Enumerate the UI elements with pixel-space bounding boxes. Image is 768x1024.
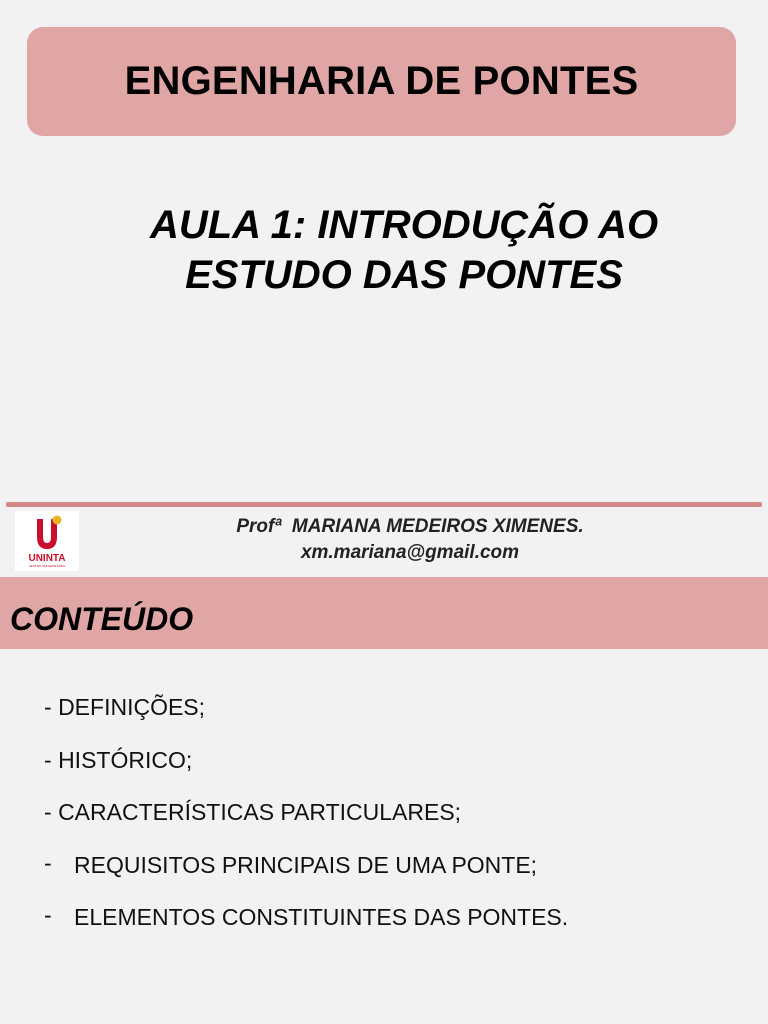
- list-item: [44, 849, 744, 905]
- list-item-text: ELEMENTOS CONSTITUINTES DAS PONTES.: [74, 904, 569, 930]
- list-item: [44, 694, 744, 747]
- list-item-dash: -: [44, 849, 52, 876]
- list-item-dash: -: [44, 746, 52, 773]
- list-item: [44, 747, 744, 800]
- uninta-logo-icon: [15, 511, 79, 571]
- lesson-subtitle: [40, 200, 768, 300]
- content-list: [44, 694, 744, 957]
- list-item-dash: -: [44, 799, 52, 825]
- logo-text: UNINTA: [28, 553, 66, 564]
- list-item-text: CARACTERÍSTICAS PARTICULARES;: [58, 799, 462, 825]
- author-block: [90, 514, 730, 566]
- list-item-text: DEFINIÇÕES;: [58, 694, 206, 720]
- author-email: xm.mariana@gmail.com: [300, 542, 520, 563]
- title-banner: [27, 27, 736, 136]
- list-item: [44, 799, 744, 852]
- list-item-text: HISTÓRICO;: [58, 746, 193, 773]
- list-item-dash: -: [44, 694, 52, 720]
- list-item-text: REQUISITOS PRINCIPAIS DE UMA PONTE;: [74, 851, 538, 878]
- uninta-logo: [15, 511, 79, 571]
- divider: [6, 502, 762, 507]
- lesson-subtitle-line-1: AULA 1: INTRODUÇÃO AO: [149, 203, 659, 247]
- section-title: CONTEÚDO: [10, 601, 194, 637]
- list-item-dash: -: [44, 902, 52, 928]
- lesson-subtitle-line-2: ESTUDO DAS PONTES: [185, 253, 623, 297]
- author-name: Profª MARIANA MEDEIROS XIMENES.: [236, 516, 584, 537]
- logo-subtext: CENTRO UNIVERSITÁRIO: [28, 564, 66, 568]
- page-title: ENGENHARIA DE PONTES: [124, 59, 639, 103]
- list-item: [44, 904, 744, 957]
- section-header: [0, 577, 768, 649]
